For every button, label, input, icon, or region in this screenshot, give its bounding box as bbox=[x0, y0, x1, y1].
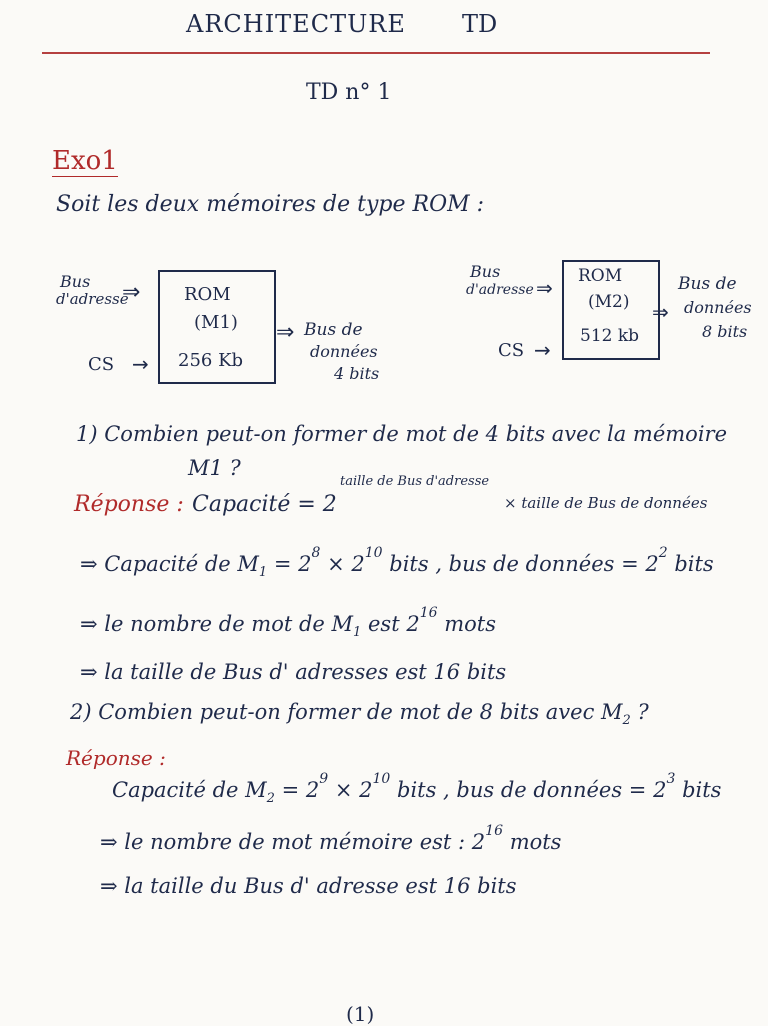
exponent: 9 bbox=[319, 771, 329, 787]
rom-name: (M1) bbox=[194, 312, 238, 333]
exponent: 16 bbox=[419, 605, 438, 621]
subscript: 2 bbox=[622, 713, 631, 729]
capacity-m2-line bbox=[112, 771, 722, 807]
subscript: 2 bbox=[266, 791, 275, 807]
data-bus-width: 4 bits bbox=[334, 364, 380, 383]
capacity-m2-text: Capacité de M bbox=[112, 778, 267, 802]
exponent: 8 bbox=[311, 545, 321, 561]
exponent: 10 bbox=[372, 771, 391, 787]
cs-label: CS bbox=[498, 340, 525, 361]
reponse-label: Réponse : bbox=[74, 492, 184, 517]
subscript: 1 bbox=[353, 625, 362, 641]
exponent: 10 bbox=[364, 545, 383, 561]
td-number: TD n° 1 bbox=[306, 80, 392, 105]
capacity-m1-line bbox=[80, 545, 714, 581]
question-2-text: 2) Combien peut-on former de mot de 8 bits avec M bbox=[70, 700, 623, 724]
word-count-text: ⇒ le nombre de mot de M bbox=[80, 612, 354, 636]
exponent: 16 bbox=[485, 823, 503, 839]
data-bus-width: 8 bits bbox=[702, 322, 748, 341]
word-count-m1-line bbox=[80, 605, 496, 641]
word-count-text: ⇒ le nombre de mot mémoire est : 2 bbox=[100, 830, 486, 854]
multiplier-note: × taille de Bus de données bbox=[504, 494, 708, 512]
word-count-m2-line bbox=[100, 823, 562, 854]
rom-size: 512 kb bbox=[580, 326, 640, 346]
page-title: ARCHITECTURE bbox=[186, 10, 406, 38]
address-bus-label: d'adresse bbox=[466, 282, 534, 298]
address-bus-size-m1: ⇒ la taille de Bus d' adresses est 16 bits bbox=[80, 660, 507, 684]
capacity-formula: Capacité = 2 bbox=[192, 492, 337, 517]
unit: bits bbox=[674, 552, 714, 576]
question-1: 1) Combien peut-on former de mot de 4 bits avec la mémoire bbox=[76, 422, 728, 446]
question-mark: ? bbox=[637, 700, 649, 724]
word-count-eq: est 2 bbox=[368, 612, 420, 636]
subscript: 1 bbox=[258, 565, 268, 581]
data-bus-label: Bus de bbox=[678, 274, 737, 294]
times-sign: × 2 bbox=[334, 778, 373, 802]
address-bus-arrow-icon: ⇒ bbox=[122, 280, 141, 305]
data-bus-text: bits , bus de données = 2 bbox=[389, 552, 659, 576]
header-divider bbox=[42, 52, 710, 54]
unit: bits bbox=[682, 778, 722, 802]
rom-size: 256 Kb bbox=[178, 350, 244, 371]
question-1-continued: M1 ? bbox=[188, 456, 241, 480]
reponse-label: Réponse : bbox=[66, 746, 166, 770]
page-number: (1) bbox=[346, 1002, 375, 1026]
data-bus-arrow-icon: ⇒ bbox=[652, 300, 669, 324]
address-bus-size-m2: ⇒ la taille du Bus d' adresse est 16 bits bbox=[100, 874, 517, 898]
data-bus-label: Bus de bbox=[304, 320, 363, 340]
unit: mots bbox=[444, 612, 496, 636]
subject-label: TD bbox=[462, 10, 498, 38]
exercise-intro: Soit les deux mémoires de type ROM : bbox=[56, 192, 485, 217]
exponent-note: taille de Bus d'adresse bbox=[340, 474, 490, 489]
data-bus-text: bits , bus de données = 2 bbox=[397, 778, 667, 802]
exercise-title: Exo1 bbox=[52, 146, 118, 176]
cs-arrow-icon: → bbox=[132, 352, 149, 376]
cs-label: CS bbox=[88, 354, 115, 375]
data-bus-label: données bbox=[684, 298, 752, 317]
capacity-m1-text: ⇒ Capacité de M bbox=[80, 552, 259, 576]
rom-name: (M2) bbox=[588, 292, 630, 312]
times-sign: × 2 bbox=[327, 552, 365, 576]
data-bus-arrow-icon: ⇒ bbox=[276, 320, 295, 345]
address-bus-label: d'adresse bbox=[56, 290, 129, 308]
address-bus-label: Bus bbox=[470, 262, 501, 281]
rom-label: ROM bbox=[578, 266, 623, 286]
capacity-m1-eq: = 2 bbox=[273, 552, 312, 576]
unit: mots bbox=[509, 830, 562, 854]
address-bus-label: Bus bbox=[60, 272, 91, 291]
question-2 bbox=[70, 700, 649, 728]
exponent: 2 bbox=[658, 545, 668, 561]
address-bus-arrow-icon: ⇒ bbox=[536, 276, 553, 300]
capacity-m2-eq: = 2 bbox=[281, 778, 320, 802]
cs-arrow-icon: → bbox=[534, 338, 551, 362]
exponent: 3 bbox=[666, 771, 676, 787]
rom-label: ROM bbox=[184, 284, 231, 305]
data-bus-label: données bbox=[310, 342, 378, 361]
